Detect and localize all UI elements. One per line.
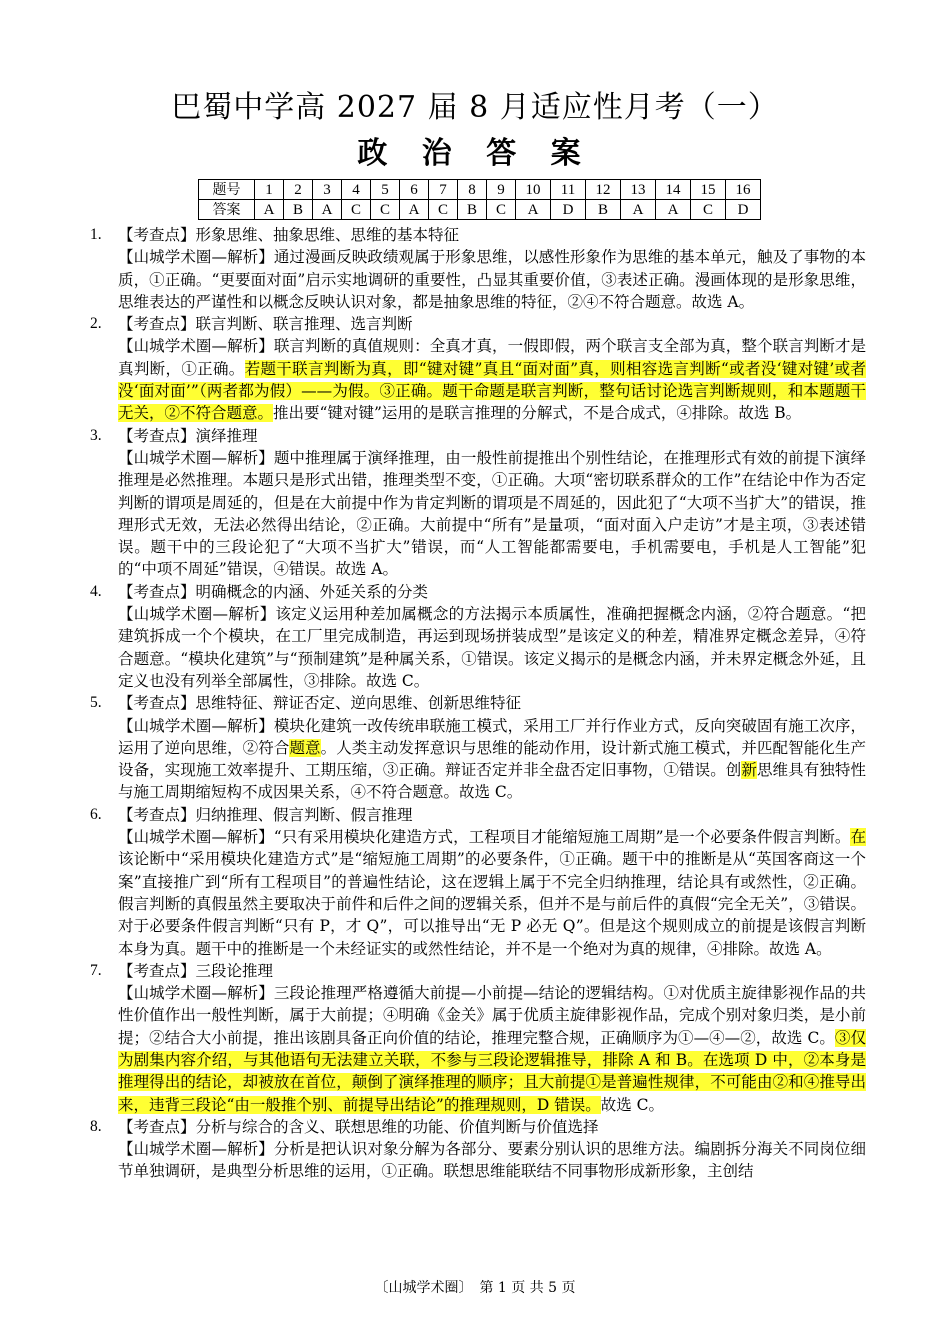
highlighted-text: 在 bbox=[850, 828, 866, 847]
explanation-paragraph bbox=[118, 1138, 866, 1183]
question-number: 7. bbox=[90, 961, 102, 979]
explanation-text: 【山城学术圈—解析】三段论推理严格遵循大前提—小前提—结论的逻辑结构。①对优质主旋律影视作品的共性价值作出一般性判断，属于大前提；④明确《金关》属于优质主旋律影视作品，完成个别对象归类，是小前提；②结合大小前提，推出该剧具备正向价值的结论，推理完整合规，正确顺序为①—④—②，故选 C。 bbox=[118, 984, 866, 1047]
answer-item bbox=[0, 804, 950, 960]
question-number: 1. bbox=[90, 226, 102, 243]
answer-cell: B bbox=[284, 200, 313, 220]
answer-item bbox=[0, 224, 950, 313]
explanation-paragraph bbox=[118, 246, 866, 313]
exam-point: 【考查点】联言判断、联言推理、选言判断 bbox=[118, 315, 413, 334]
explanation-text: 【山城学术圈—解析】该定义运用种差加属概念的方法揭示本质属性，准确把握概念内涵，②符合题意。“把建筑拆成一个个模块，在工厂里完成制造，再运到现场拼装成型”是该定义的种差，精准界定概念差异，④符合题意。“模块化建筑”与“预制建筑”是种属关系，①错误。该定义揭示的是概念内涵，并未界定概念外延，且定义也没有列举全部属性，③排除。故选 C。 bbox=[118, 605, 866, 690]
highlighted-text: 题干命题是联言判断，整句话讨论选言判断规则，和本题题干无关，②不符合题意。 bbox=[118, 382, 866, 423]
question-number-cell: 6 bbox=[400, 180, 429, 200]
answer-cell: C bbox=[371, 200, 400, 220]
explanation-paragraph bbox=[118, 826, 866, 960]
question-number-cell: 7 bbox=[429, 180, 458, 200]
question-number-cell: 1 bbox=[255, 180, 284, 200]
page-footer: 〔山城学术圈〕 第 1 页 共 5 页 bbox=[374, 1280, 576, 1296]
answer-cell: C bbox=[429, 200, 458, 220]
explanation-paragraph bbox=[118, 715, 866, 804]
exam-point: 【考查点】演绎推理 bbox=[118, 426, 258, 445]
question-number-cell: 15 bbox=[691, 180, 726, 200]
answer-cell: C bbox=[691, 200, 726, 220]
question-number-cell: 10 bbox=[516, 180, 551, 200]
exam-point: 【考查点】明确概念的内涵、外延关系的分类 bbox=[118, 582, 429, 601]
exam-point: 【考查点】形象思维、抽象思维、思维的基本特征 bbox=[118, 226, 460, 244]
question-number-cell: 13 bbox=[621, 180, 656, 200]
answer-cell: C bbox=[342, 200, 371, 220]
answer-cell: C bbox=[487, 200, 516, 220]
question-number: 6. bbox=[90, 805, 102, 823]
explanation-text: 思维具有独特性与施工周期缩短构不成因果关系，④不符合题意。故选 C。 bbox=[118, 761, 866, 802]
answer-item bbox=[0, 960, 950, 1116]
explanation-text: 该论断中“采用模块化建造方式”是“缩短施工周期”的必要条件，①正确。题干中的推断是从“英国客商这一个案”直接推广到“所有工程项目”的普遍性结论，这在逻辑上属于不完全归纳推理，结论具有或然性，②正确。假言判断的真假虽然主要取决于前件和后件之间的逻辑关系，但并不是与前后件的真假“完全无关”，③错误。对于必要条件假言判断“只有 P，才 Q”，可以推导出“无 P 必无 Q”。但是这个规则成立的前提是该假言判断本身为真。题干中的推断是一个未经证实的或然性结论，并不是一个绝对为真的规律，④排除。故选 A。 bbox=[118, 850, 866, 958]
question-number: 2. bbox=[90, 315, 102, 333]
question-number-cell: 4 bbox=[342, 180, 371, 200]
answer-table-number-row bbox=[199, 180, 761, 200]
question-number-cell: 9 bbox=[487, 180, 516, 200]
explanation-paragraph bbox=[118, 603, 866, 692]
answer-cell: A bbox=[516, 200, 551, 220]
highlighted-text: 新 bbox=[741, 761, 757, 780]
answer-item bbox=[0, 313, 950, 424]
answer-table-header-answer: 答案 bbox=[199, 200, 255, 220]
explanation-text: 【山城学术圈—解析】题中推理属于演绎推理，由一般性前提推出个别性结论，在推理形式有效的前提下演绎推理是必然推理。本题只是形式出错，推理类型不变，①正确。大项“密切联系群众的工作”在结论中作为否定判断的谓项是周延的，但是在大前提中作为肯定判断的谓项是不周延的，因此犯了“大项不当扩大”的错误，推理形式无效，无法必然得出结论，②正确。大前提中“所有”是量项，“面对面入户走访”才是主项，③表述错误。题干中的三段论犯了“大项不当扩大”错误，而“人工智能都需要电，手机需要电，手机是人工智能”犯的“中项不周延”错误，④错误。故选 A。 bbox=[118, 448, 866, 579]
answer-item bbox=[0, 425, 950, 581]
question-number: 5. bbox=[90, 694, 102, 712]
answer-cell: A bbox=[656, 200, 691, 220]
explanation-paragraph bbox=[118, 447, 866, 581]
question-number: 3. bbox=[90, 426, 102, 444]
question-number-cell: 8 bbox=[458, 180, 487, 200]
question-number-cell: 5 bbox=[371, 180, 400, 200]
question-number: 4. bbox=[90, 582, 102, 600]
explanation-text: 。人类主动发挥意识与思维的能动作用，设计新式施工模式，并匹配智能化生产设备，实现施工效率提升、工期压缩，③正确。辩证否定并非全盘否定旧事物，①错误。创 bbox=[118, 738, 866, 780]
question-number-cell: 3 bbox=[313, 180, 342, 200]
question-number-cell: 14 bbox=[656, 180, 691, 200]
document-title: 巴蜀中学高 2027 届 8 月适应性月考（一） bbox=[171, 90, 779, 125]
exam-point: 【考查点】思维特征、辩证否定、逆向思维、创新思维特征 bbox=[118, 694, 522, 713]
explanation-paragraph bbox=[118, 982, 866, 1116]
answer-cell: A bbox=[400, 200, 429, 220]
answer-item bbox=[0, 581, 950, 692]
answer-cell: A bbox=[255, 200, 284, 220]
answer-item bbox=[0, 692, 950, 803]
explanation-text: 【山城学术圈—解析】分析是把认识对象分解为各部分、要素分别认识的思维方法。编剧拆分海关不同岗位细节单独调研，是典型分析思维的运用，①正确。联想思维能联结不同事物形成新形象，主创结 bbox=[118, 1140, 866, 1181]
question-number-cell: 16 bbox=[726, 180, 761, 200]
answer-table bbox=[198, 179, 761, 220]
explanation-text: 故选 C。 bbox=[600, 1095, 665, 1114]
question-number-cell: 12 bbox=[586, 180, 621, 200]
answer-cell: B bbox=[586, 200, 621, 220]
answer-explanations bbox=[0, 224, 950, 1183]
highlighted-text: ③仅为剧集内容介绍，与其他语句无法建立关联，不参与三段论逻辑推导，排除 A 和 B。在选项 D 中，②本身是推理得出的结论，却被放在首位，颠倒了演绎推理的顺序；且大前提①是普遍性规律，不可能由②和④推导出来，违背三段论“由一般推个别、前提导出结论”的推理规则，D 错误。 bbox=[118, 1028, 866, 1114]
question-number: 8. bbox=[90, 1117, 102, 1135]
document-subtitle: 政 治 答 案 bbox=[357, 136, 593, 171]
answer-table-header-number: 题号 bbox=[199, 180, 255, 200]
exam-point: 【考查点】分析与综合的含义、联想思维的功能、价值判断与价值选择 bbox=[118, 1117, 599, 1136]
explanation-text: 推出要“键对键”运用的是联言推理的分解式，不是合成式，④排除。故选 B。 bbox=[273, 404, 802, 423]
highlighted-text: 题意 bbox=[289, 738, 321, 757]
explanation-text: 【山城学术圈—解析】联言判断的真值规则：全真才真，一假即假，两个联言支全部为真，整个联言判断才是真判断，①正确。 bbox=[118, 337, 866, 378]
exam-point: 【考查点】归纳推理、假言判断、假言推理 bbox=[118, 805, 413, 824]
answer-cell: D bbox=[551, 200, 586, 220]
exam-point: 【考查点】三段论推理 bbox=[118, 961, 274, 980]
answer-cell: A bbox=[621, 200, 656, 220]
explanation-text: 【山城学术圈—解析】模块化建筑一改传统串联施工模式，采用工厂并行作业方式，反向突破固有施工次序，运用了逆向思维，②符合 bbox=[118, 716, 866, 757]
explanation-paragraph bbox=[118, 335, 866, 424]
answer-table-answer-row bbox=[199, 200, 761, 220]
question-number-cell: 11 bbox=[551, 180, 586, 200]
answer-cell: B bbox=[458, 200, 487, 220]
explanation-text: 【山城学术圈—解析】“只有采用模块化建造方式，工程项目才能缩短施工周期”是一个必要条件假言判断。 bbox=[118, 828, 851, 847]
explanation-text: 【山城学术圈—解析】通过漫画反映政绩观属于形象思维，以感性形象作为思维的基本单元，触及了事物的本质，①正确。“更要面对面”启示实地调研的重要性，凸显其重要价值，③表述正确。漫画体现的是形象思维，思维表达的严谨性和以概念反映认识对象，都是抽象思维的特征，②④不符合题意。故选 A。 bbox=[118, 248, 866, 311]
answer-cell: A bbox=[313, 200, 342, 220]
answer-cell: D bbox=[726, 200, 761, 220]
question-number-cell: 2 bbox=[284, 180, 313, 200]
answer-item bbox=[0, 1116, 950, 1183]
highlighted-text: 若题干联言判断为真，即“键对键”真且“面对面”真，则相容选言判断“或者没‘键对键’或者没‘面对面’”（两者都为假）——为假。③正确。 bbox=[118, 359, 866, 401]
